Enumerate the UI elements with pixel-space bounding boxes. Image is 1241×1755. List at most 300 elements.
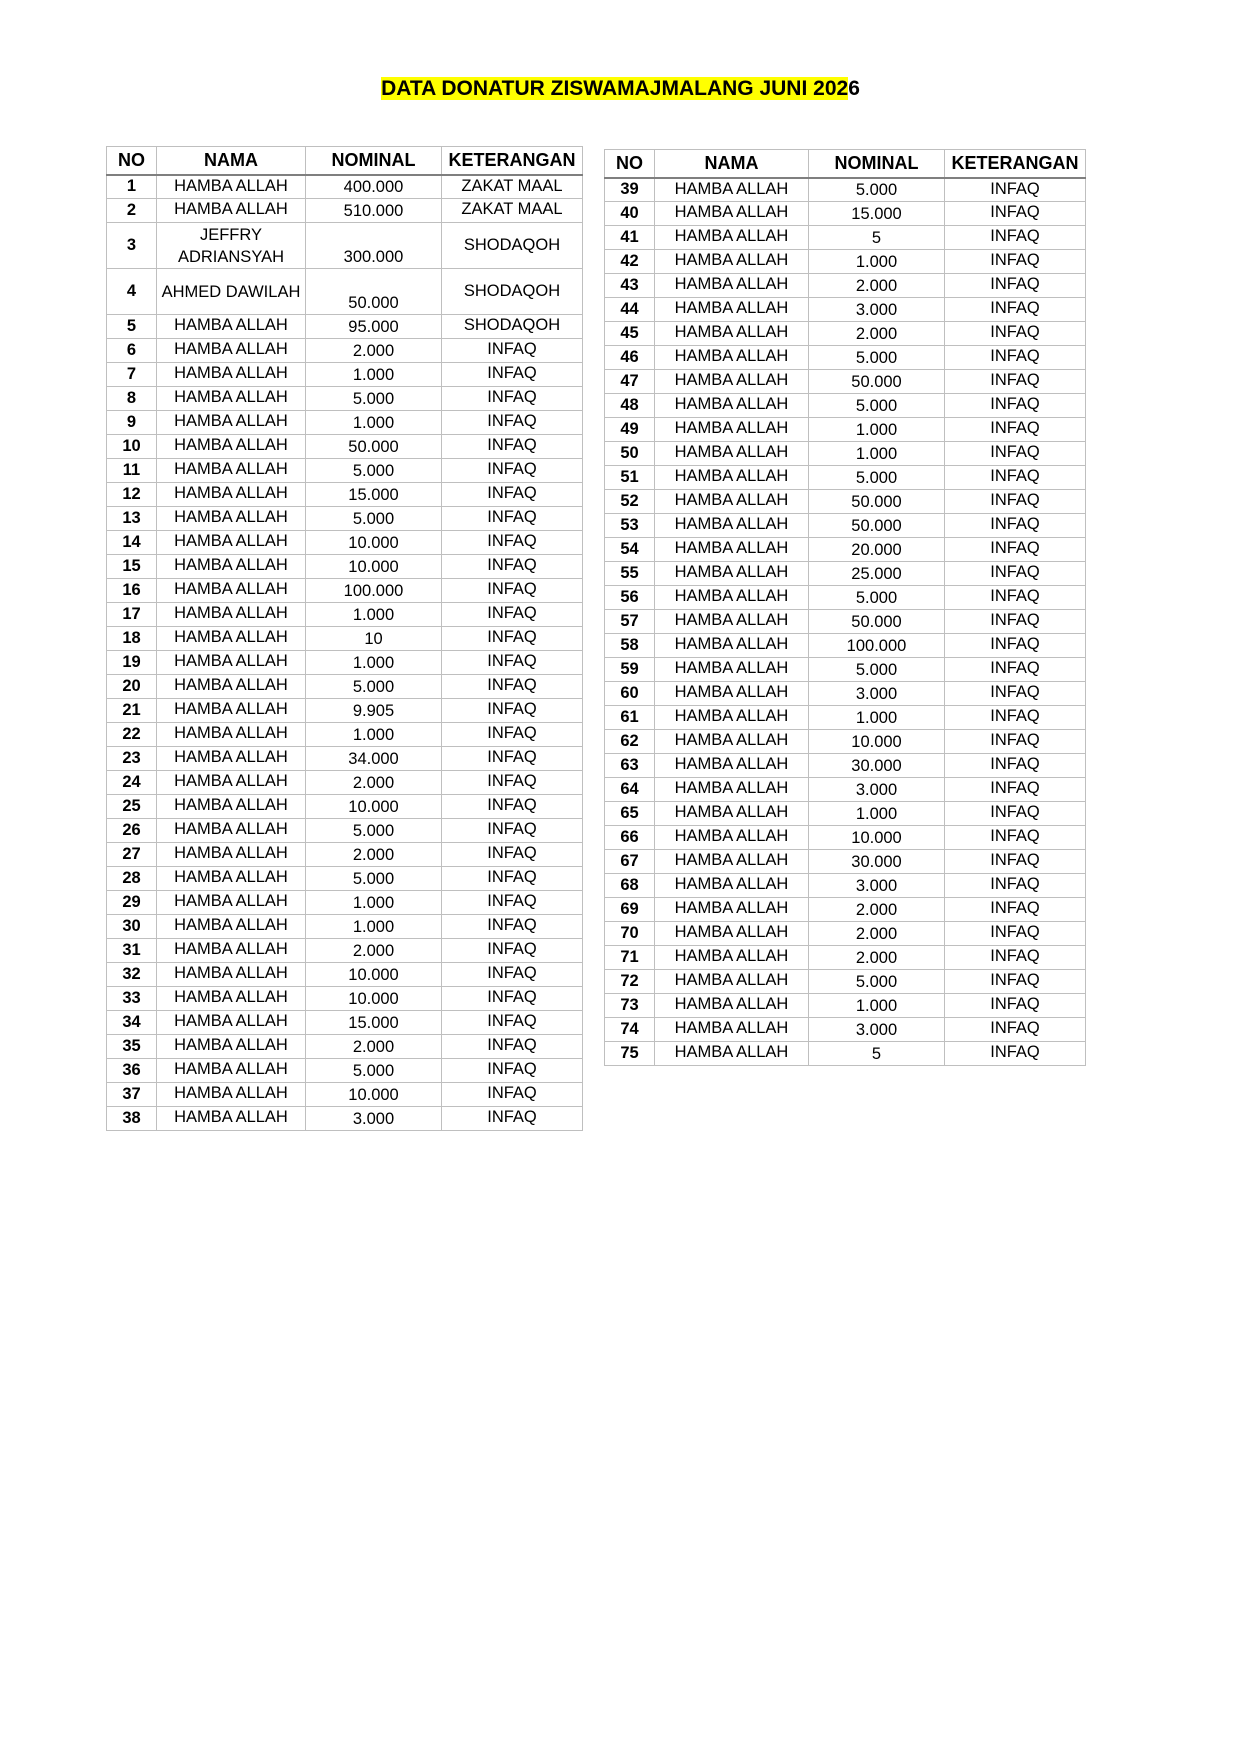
cell-nama: HAMBA ALLAH — [157, 867, 306, 891]
cell-keterangan: INFAQ — [442, 795, 583, 819]
cell-nama: HAMBA ALLAH — [157, 483, 306, 507]
cell-nama: HAMBA ALLAH — [157, 1059, 306, 1083]
cell-keterangan: INFAQ — [945, 994, 1086, 1018]
cell-keterangan: INFAQ — [442, 1059, 583, 1083]
table-row — [107, 1107, 583, 1131]
cell-nama: HAMBA ALLAH — [655, 682, 809, 706]
cell-nama: HAMBA ALLAH — [157, 963, 306, 987]
cell-nominal: 15.000 — [306, 483, 442, 507]
cell-keterangan: INFAQ — [945, 538, 1086, 562]
cell-nama: HAMBA ALLAH — [157, 459, 306, 483]
cell-nama: HAMBA ALLAH — [157, 939, 306, 963]
table-row — [605, 298, 1086, 322]
cell-nama: HAMBA ALLAH — [157, 363, 306, 387]
table-row — [107, 269, 583, 315]
cell-nominal: 5.000 — [306, 459, 442, 483]
cell-nama: HAMBA ALLAH — [157, 723, 306, 747]
cell-keterangan: INFAQ — [945, 490, 1086, 514]
cell-nama: HAMBA ALLAH — [655, 1018, 809, 1042]
cell-nominal: 2.000 — [809, 322, 945, 346]
cell-nama: HAMBA ALLAH — [157, 315, 306, 339]
cell-nama: HAMBA ALLAH — [157, 603, 306, 627]
cell-no: 13 — [107, 507, 157, 531]
cell-nama: HAMBA ALLAH — [655, 346, 809, 370]
cell-nama: HAMBA ALLAH — [157, 555, 306, 579]
cell-keterangan: INFAQ — [945, 250, 1086, 274]
cell-nama: HAMBA ALLAH — [157, 531, 306, 555]
cell-nama: HAMBA ALLAH — [157, 411, 306, 435]
table-row — [605, 490, 1086, 514]
table-row — [605, 514, 1086, 538]
table-row — [107, 651, 583, 675]
cell-nominal: 5.000 — [809, 970, 945, 994]
cell-keterangan: INFAQ — [442, 387, 583, 411]
cell-nama: HAMBA ALLAH — [157, 795, 306, 819]
cell-nominal: 2.000 — [306, 939, 442, 963]
cell-nominal: 15.000 — [809, 202, 945, 226]
cell-nama: HAMBA ALLAH — [655, 922, 809, 946]
cell-nama: HAMBA ALLAH — [157, 199, 306, 223]
table-body-right — [605, 178, 1086, 1066]
cell-nominal: 10.000 — [306, 795, 442, 819]
cell-nominal: 2.000 — [306, 1035, 442, 1059]
cell-nama: HAMBA ALLAH — [655, 706, 809, 730]
cell-nama: HAMBA ALLAH — [157, 387, 306, 411]
cell-keterangan: INFAQ — [442, 723, 583, 747]
table-row — [107, 795, 583, 819]
cell-nominal: 2.000 — [306, 339, 442, 363]
table-body-left — [107, 175, 583, 1131]
cell-keterangan: INFAQ — [442, 1107, 583, 1131]
table-row — [605, 898, 1086, 922]
cell-no: 30 — [107, 915, 157, 939]
cell-nominal: 1.000 — [306, 651, 442, 675]
table-row — [605, 1018, 1086, 1042]
cell-nominal: 2.000 — [809, 922, 945, 946]
cell-nominal: 10.000 — [306, 963, 442, 987]
table-row — [107, 459, 583, 483]
cell-nominal: 5.000 — [306, 507, 442, 531]
cell-nama: HAMBA ALLAH — [157, 1011, 306, 1035]
cell-keterangan: INFAQ — [442, 1011, 583, 1035]
cell-no: 69 — [605, 898, 655, 922]
table-row — [605, 562, 1086, 586]
cell-keterangan: INFAQ — [442, 867, 583, 891]
cell-no: 34 — [107, 1011, 157, 1035]
cell-no: 43 — [605, 274, 655, 298]
cell-nama: HAMBA ALLAH — [157, 435, 306, 459]
cell-keterangan: INFAQ — [442, 459, 583, 483]
cell-no: 18 — [107, 627, 157, 651]
cell-nama: HAMBA ALLAH — [655, 370, 809, 394]
cell-nama: HAMBA ALLAH — [157, 579, 306, 603]
cell-keterangan: INFAQ — [442, 483, 583, 507]
table-row — [605, 850, 1086, 874]
cell-nominal: 1.000 — [306, 915, 442, 939]
cell-keterangan: INFAQ — [442, 699, 583, 723]
cell-keterangan: INFAQ — [945, 562, 1086, 586]
cell-nama: HAMBA ALLAH — [157, 651, 306, 675]
cell-no: 74 — [605, 1018, 655, 1042]
table-row — [605, 178, 1086, 202]
cell-keterangan: INFAQ — [945, 874, 1086, 898]
cell-no: 14 — [107, 531, 157, 555]
table-row — [107, 1059, 583, 1083]
cell-nama: HAMBA ALLAH — [655, 226, 809, 250]
cell-no: 5 — [107, 315, 157, 339]
header-nama: NAMA — [655, 150, 809, 178]
cell-no: 27 — [107, 843, 157, 867]
table-row — [107, 555, 583, 579]
cell-nama: HAMBA ALLAH — [655, 178, 809, 202]
cell-nama: HAMBA ALLAH — [655, 970, 809, 994]
header-no: NO — [107, 147, 157, 175]
cell-nama: HAMBA ALLAH — [655, 994, 809, 1018]
cell-nominal: 5.000 — [809, 346, 945, 370]
table-row — [605, 922, 1086, 946]
cell-keterangan: INFAQ — [945, 274, 1086, 298]
cell-no: 23 — [107, 747, 157, 771]
cell-keterangan: INFAQ — [442, 579, 583, 603]
cell-no: 7 — [107, 363, 157, 387]
cell-nominal: 5.000 — [809, 178, 945, 202]
table-header-row — [107, 147, 583, 175]
cell-no: 73 — [605, 994, 655, 1018]
table-row — [605, 754, 1086, 778]
cell-no: 62 — [605, 730, 655, 754]
cell-keterangan: INFAQ — [945, 370, 1086, 394]
table-row — [107, 819, 583, 843]
cell-keterangan: INFAQ — [442, 603, 583, 627]
cell-nama: HAMBA ALLAH — [157, 915, 306, 939]
cell-nominal: 1.000 — [306, 891, 442, 915]
cell-nominal: 1.000 — [809, 802, 945, 826]
cell-nominal: 10.000 — [306, 531, 442, 555]
cell-nama: HAMBA ALLAH — [655, 778, 809, 802]
cell-nama: HAMBA ALLAH — [157, 1035, 306, 1059]
cell-keterangan: INFAQ — [945, 634, 1086, 658]
cell-keterangan: INFAQ — [945, 442, 1086, 466]
cell-nominal: 2.000 — [809, 946, 945, 970]
cell-keterangan: INFAQ — [945, 586, 1086, 610]
cell-nominal: 5.000 — [306, 675, 442, 699]
cell-no: 44 — [605, 298, 655, 322]
cell-keterangan: INFAQ — [945, 850, 1086, 874]
cell-nama: HAMBA ALLAH — [157, 627, 306, 651]
cell-nama: HAMBA ALLAH — [157, 339, 306, 363]
table-row — [107, 435, 583, 459]
cell-nama: HAMBA ALLAH — [157, 987, 306, 1011]
table-row — [605, 610, 1086, 634]
cell-nominal: 10.000 — [306, 555, 442, 579]
cell-keterangan: INFAQ — [945, 418, 1086, 442]
cell-no: 19 — [107, 651, 157, 675]
cell-no: 65 — [605, 802, 655, 826]
table-row — [107, 1011, 583, 1035]
cell-nominal: 2.000 — [306, 771, 442, 795]
cell-nominal: 5.000 — [306, 1059, 442, 1083]
cell-no: 57 — [605, 610, 655, 634]
table-row — [107, 723, 583, 747]
cell-nominal: 10 — [306, 627, 442, 651]
header-keterangan: KETERANGAN — [945, 150, 1086, 178]
cell-no: 48 — [605, 394, 655, 418]
cell-keterangan: INFAQ — [945, 178, 1086, 202]
header-nominal: NOMINAL — [809, 150, 945, 178]
cell-keterangan: INFAQ — [945, 970, 1086, 994]
cell-nama: HAMBA ALLAH — [655, 298, 809, 322]
cell-keterangan: INFAQ — [442, 531, 583, 555]
table-row — [605, 466, 1086, 490]
cell-nama: HAMBA ALLAH — [655, 418, 809, 442]
cell-nominal: 2.000 — [306, 843, 442, 867]
table-row — [107, 411, 583, 435]
cell-nama: HAMBA ALLAH — [655, 1042, 809, 1066]
cell-nominal: 1.000 — [809, 994, 945, 1018]
cell-no: 16 — [107, 579, 157, 603]
table-row — [605, 586, 1086, 610]
cell-no: 15 — [107, 555, 157, 579]
page-title — [0, 74, 1241, 104]
cell-no: 45 — [605, 322, 655, 346]
cell-no: 33 — [107, 987, 157, 1011]
table-row — [107, 175, 583, 199]
table-row — [107, 675, 583, 699]
cell-keterangan: INFAQ — [945, 514, 1086, 538]
table-row — [107, 963, 583, 987]
cell-keterangan: INFAQ — [945, 826, 1086, 850]
cell-nominal: 5.000 — [809, 586, 945, 610]
cell-nama: HAMBA ALLAH — [655, 466, 809, 490]
cell-no: 11 — [107, 459, 157, 483]
cell-keterangan: INFAQ — [442, 939, 583, 963]
cell-no: 60 — [605, 682, 655, 706]
cell-keterangan: INFAQ — [945, 346, 1086, 370]
cell-nama: HAMBA ALLAH — [655, 898, 809, 922]
table-row — [107, 507, 583, 531]
table-row — [605, 778, 1086, 802]
cell-nominal: 50.000 — [809, 490, 945, 514]
cell-nama: HAMBA ALLAH — [655, 802, 809, 826]
cell-keterangan: INFAQ — [945, 322, 1086, 346]
cell-no: 39 — [605, 178, 655, 202]
cell-keterangan: INFAQ — [442, 675, 583, 699]
cell-keterangan: INFAQ — [945, 778, 1086, 802]
table-row — [107, 747, 583, 771]
cell-no: 20 — [107, 675, 157, 699]
cell-nama: HAMBA ALLAH — [655, 202, 809, 226]
cell-nama: HAMBA ALLAH — [157, 175, 306, 199]
cell-no: 9 — [107, 411, 157, 435]
cell-nominal: 2.000 — [809, 898, 945, 922]
cell-nama: HAMBA ALLAH — [655, 538, 809, 562]
table-row — [107, 915, 583, 939]
cell-keterangan: INFAQ — [945, 706, 1086, 730]
cell-no: 47 — [605, 370, 655, 394]
cell-nama: HAMBA ALLAH — [655, 730, 809, 754]
cell-no: 8 — [107, 387, 157, 411]
header-keterangan: KETERANGAN — [442, 147, 583, 175]
cell-nominal: 50.000 — [306, 435, 442, 459]
cell-keterangan: INFAQ — [442, 987, 583, 1011]
table-row — [605, 970, 1086, 994]
table-row — [107, 223, 583, 269]
table-row — [605, 874, 1086, 898]
cell-no: 38 — [107, 1107, 157, 1131]
cell-nama: HAMBA ALLAH — [655, 754, 809, 778]
cell-nama: HAMBA ALLAH — [655, 562, 809, 586]
table-row — [107, 771, 583, 795]
table-row — [605, 442, 1086, 466]
cell-nama: HAMBA ALLAH — [157, 819, 306, 843]
table-row — [107, 603, 583, 627]
cell-nominal: 5.000 — [809, 658, 945, 682]
table-row — [605, 346, 1086, 370]
cell-no: 58 — [605, 634, 655, 658]
cell-keterangan: INFAQ — [945, 610, 1086, 634]
cell-nominal: 510.000 — [306, 199, 442, 223]
cell-no: 17 — [107, 603, 157, 627]
cell-keterangan: INFAQ — [945, 1042, 1086, 1066]
table-row — [605, 322, 1086, 346]
cell-nama: JEFFRY ADRIANSYAH — [157, 223, 306, 269]
cell-nama: HAMBA ALLAH — [655, 322, 809, 346]
cell-no: 70 — [605, 922, 655, 946]
cell-nama: HAMBA ALLAH — [655, 490, 809, 514]
cell-no: 68 — [605, 874, 655, 898]
table-row — [107, 387, 583, 411]
cell-nama: HAMBA ALLAH — [157, 699, 306, 723]
table-row — [605, 730, 1086, 754]
cell-nama: HAMBA ALLAH — [655, 946, 809, 970]
cell-nominal: 5 — [809, 226, 945, 250]
table-row — [605, 250, 1086, 274]
cell-nominal: 30.000 — [809, 850, 945, 874]
table-row — [605, 826, 1086, 850]
page-title-highlighted: DATA DONATUR ZISWAMAJMALANG JUNI 202 — [381, 77, 849, 100]
cell-no: 71 — [605, 946, 655, 970]
cell-no: 64 — [605, 778, 655, 802]
cell-keterangan: INFAQ — [945, 658, 1086, 682]
cell-nominal: 50.000 — [306, 269, 442, 315]
cell-nominal: 1.000 — [809, 418, 945, 442]
cell-nominal: 10.000 — [306, 987, 442, 1011]
cell-keterangan: SHODAQOH — [442, 223, 583, 269]
table-row — [605, 370, 1086, 394]
cell-keterangan: INFAQ — [442, 411, 583, 435]
table-row — [107, 363, 583, 387]
cell-keterangan: SHODAQOH — [442, 315, 583, 339]
cell-keterangan: INFAQ — [442, 771, 583, 795]
cell-nominal: 20.000 — [809, 538, 945, 562]
cell-nominal: 400.000 — [306, 175, 442, 199]
table-row — [107, 699, 583, 723]
cell-nominal: 5.000 — [809, 394, 945, 418]
cell-no: 3 — [107, 223, 157, 269]
cell-nominal: 1.000 — [809, 250, 945, 274]
table-row — [605, 538, 1086, 562]
cell-keterangan: INFAQ — [945, 682, 1086, 706]
table-row — [107, 939, 583, 963]
cell-no: 55 — [605, 562, 655, 586]
cell-no: 67 — [605, 850, 655, 874]
cell-nama: HAMBA ALLAH — [655, 826, 809, 850]
cell-nominal: 5 — [809, 1042, 945, 1066]
cell-keterangan: INFAQ — [442, 747, 583, 771]
cell-keterangan: INFAQ — [442, 963, 583, 987]
cell-no: 28 — [107, 867, 157, 891]
cell-nama: HAMBA ALLAH — [655, 442, 809, 466]
cell-keterangan: INFAQ — [442, 555, 583, 579]
cell-keterangan: INFAQ — [442, 1035, 583, 1059]
cell-nama: HAMBA ALLAH — [157, 843, 306, 867]
table-row — [107, 867, 583, 891]
cell-nominal: 5.000 — [306, 867, 442, 891]
table-row — [107, 579, 583, 603]
cell-nominal: 15.000 — [306, 1011, 442, 1035]
cell-nominal: 1.000 — [306, 723, 442, 747]
table-row — [107, 987, 583, 1011]
cell-no: 42 — [605, 250, 655, 274]
cell-no: 22 — [107, 723, 157, 747]
cell-nominal: 1.000 — [306, 363, 442, 387]
cell-keterangan: INFAQ — [442, 891, 583, 915]
cell-nominal: 1.000 — [306, 603, 442, 627]
cell-no: 25 — [107, 795, 157, 819]
cell-nama: HAMBA ALLAH — [655, 658, 809, 682]
cell-nominal: 3.000 — [809, 1018, 945, 1042]
cell-nominal: 5.000 — [306, 819, 442, 843]
table-row — [107, 483, 583, 507]
table-row — [107, 1035, 583, 1059]
cell-nominal: 25.000 — [809, 562, 945, 586]
cell-nominal: 1.000 — [306, 411, 442, 435]
cell-no: 49 — [605, 418, 655, 442]
cell-no: 21 — [107, 699, 157, 723]
table-row — [605, 202, 1086, 226]
cell-nama: HAMBA ALLAH — [655, 274, 809, 298]
table-header-row — [605, 150, 1086, 178]
cell-keterangan: INFAQ — [945, 466, 1086, 490]
cell-keterangan: INFAQ — [442, 1083, 583, 1107]
header-nominal: NOMINAL — [306, 147, 442, 175]
cell-keterangan: INFAQ — [442, 363, 583, 387]
cell-no: 29 — [107, 891, 157, 915]
cell-keterangan: INFAQ — [442, 339, 583, 363]
cell-nominal: 3.000 — [306, 1107, 442, 1131]
table-row — [107, 843, 583, 867]
cell-nominal: 10.000 — [306, 1083, 442, 1107]
cell-nominal: 2.000 — [809, 274, 945, 298]
cell-nama: HAMBA ALLAH — [655, 514, 809, 538]
table-row — [605, 946, 1086, 970]
cell-no: 59 — [605, 658, 655, 682]
cell-nominal: 10.000 — [809, 826, 945, 850]
table-row — [605, 706, 1086, 730]
cell-nama: HAMBA ALLAH — [157, 507, 306, 531]
cell-nama: HAMBA ALLAH — [157, 747, 306, 771]
cell-nama: HAMBA ALLAH — [655, 586, 809, 610]
cell-nominal: 3.000 — [809, 778, 945, 802]
cell-no: 6 — [107, 339, 157, 363]
cell-no: 61 — [605, 706, 655, 730]
cell-nama: HAMBA ALLAH — [655, 610, 809, 634]
cell-nominal: 100.000 — [306, 579, 442, 603]
cell-no: 10 — [107, 435, 157, 459]
cell-no: 35 — [107, 1035, 157, 1059]
cell-nama: HAMBA ALLAH — [655, 634, 809, 658]
cell-no: 54 — [605, 538, 655, 562]
